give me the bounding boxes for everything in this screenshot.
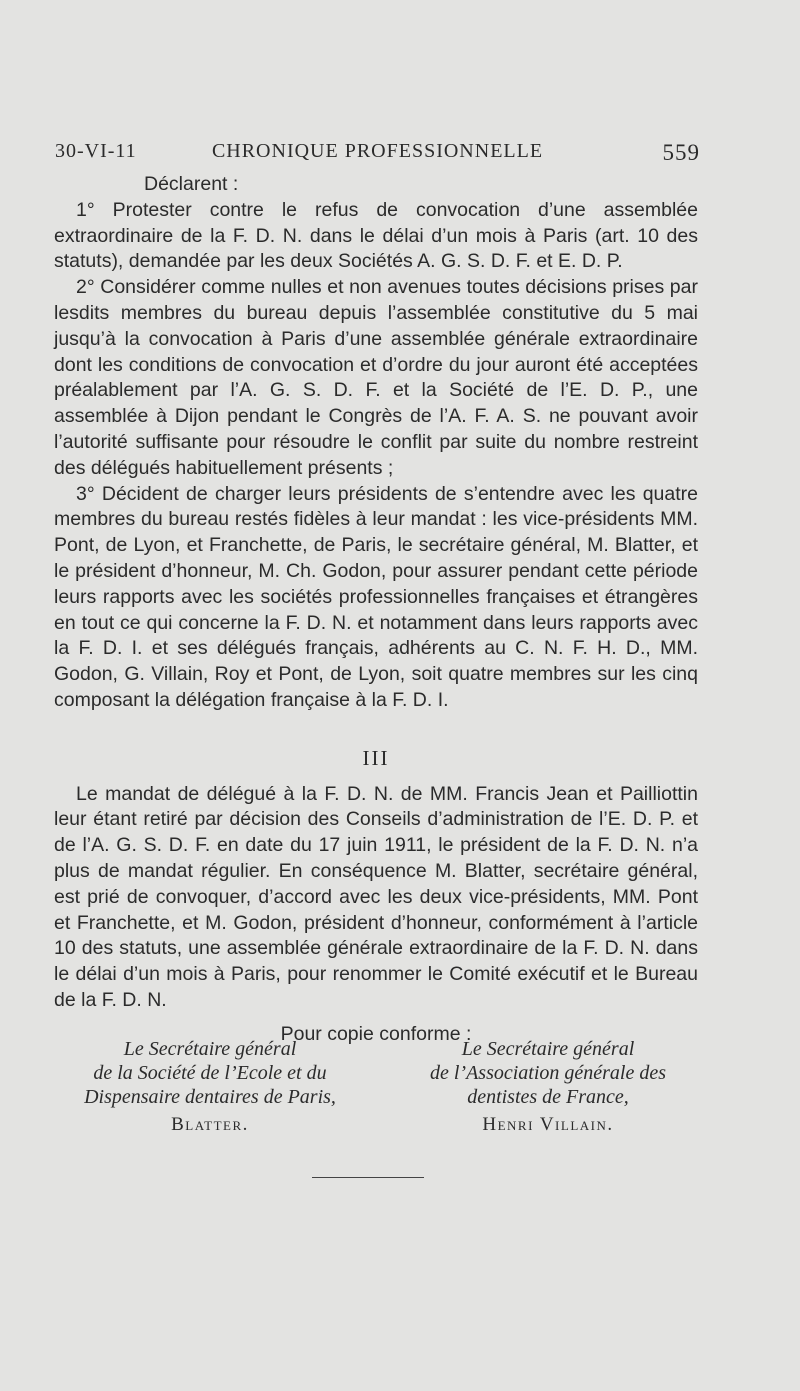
signature-left-line1: Le Secrétaire général: [123, 1038, 297, 1060]
signature-left-line2: de la Société de l’Ecole et du: [93, 1062, 327, 1084]
paragraph-1: 1° Protester contre le refus de convocation d’une assemblée extraordinaire de la F. D. N. dans le délai d’un mois à Paris (art. 10 des statuts), demandée par les deux Sociétés A. G. S. D. F. et E. D. P.: [54, 198, 698, 273]
header-date: 30-VI-11: [55, 140, 137, 162]
section-paragraph: Le mandat de délégué à la F. D. N. de MM. Francis Jean et Pailliottin leur étant retiré par décision des Conseils d’administration de l’E. D. P. et de l’A. G. S. D. F. en date du 17 juin 1911, le président de la F. D. N. n’a plus de mandat régulier. En conséquence M. Blatter, secrétaire général, est prié de convoquer, d’accord avec les deux vice-présidents, MM. Pont et Franchette, et M. Godon, président d’honneur, conformément à l’article 10 des statuts, une assemblée générale extraordinaire de la F. D. N. dans le délai d’un mois à Paris, pour renommer le Comité exécutif et le Bureau de la F. D. N.: [54, 782, 698, 1011]
signature-right-name: Henri Villain.: [482, 1114, 614, 1135]
pour-copie-conforme: Pour copie conforme :: [280, 1022, 472, 1045]
signature-right: [378, 1037, 718, 1137]
header-title: CHRONIQUE PROFESSIONNELLE: [211, 140, 544, 162]
page-number: 559: [662, 140, 700, 165]
paragraph-3: 3° Décident de charger leurs présidents de s’entendre avec les quatre membres du bureau restés fidèles à leur mandat : les vice-présidents MM. Pont, de Lyon, et Franchette, de Paris, le secrétaire général, M. Blatter, et le président d’honneur, M. Ch. Godon, pour assurer pendant cette période leurs rapports avec les sociétés professionnelles françaises et étrangères en tout ce qui concerne la F. D. N. et notamment dans leurs rapports avec la F. D. I. et ses délégués français, adhérents au C. N. F. H. D., MM. Godon, G. Villain, Roy et Pont, de Lyon, soit quatre membres sur les cinq composant la délégation française à la F. D. I.: [54, 482, 698, 711]
paragraph-2: 2° Considérer comme nulles et non avenues toutes décisions prises par lesdits membres du bureau depuis l’assemblée constitutive du 5 mai jusqu’à la convocation à Paris d’une assemblée générale extraordinaire dont les conditions de convocation et d’ordre du jour auront été acceptées préalablement par l’A. G. S. D. F. et la Société de l’E. D. P., une assemblée à Dijon pendant le Congrès de l’A. F. A. S. ne pouvant avoir l’autorité suffisante pour résoudre le conflit par suite du nombre restreint des délégués habituellement présents ;: [54, 276, 698, 479]
end-rule: [312, 1177, 424, 1178]
signature-left-line3: Dispensaire dentaires de Paris,: [84, 1086, 336, 1108]
section-number: III: [362, 745, 390, 770]
body-text: [54, 172, 698, 1054]
signature-right-line1: Le Secrétaire général: [461, 1038, 635, 1060]
signature-left-name: Blatter.: [171, 1114, 249, 1135]
declarent-heading: Déclarent :: [144, 173, 239, 195]
signature-right-line2: de l’Association générale des: [429, 1062, 667, 1084]
signature-left: [40, 1037, 380, 1137]
signature-right-line3: dentistes de France,: [467, 1086, 629, 1108]
running-head: [55, 140, 700, 170]
